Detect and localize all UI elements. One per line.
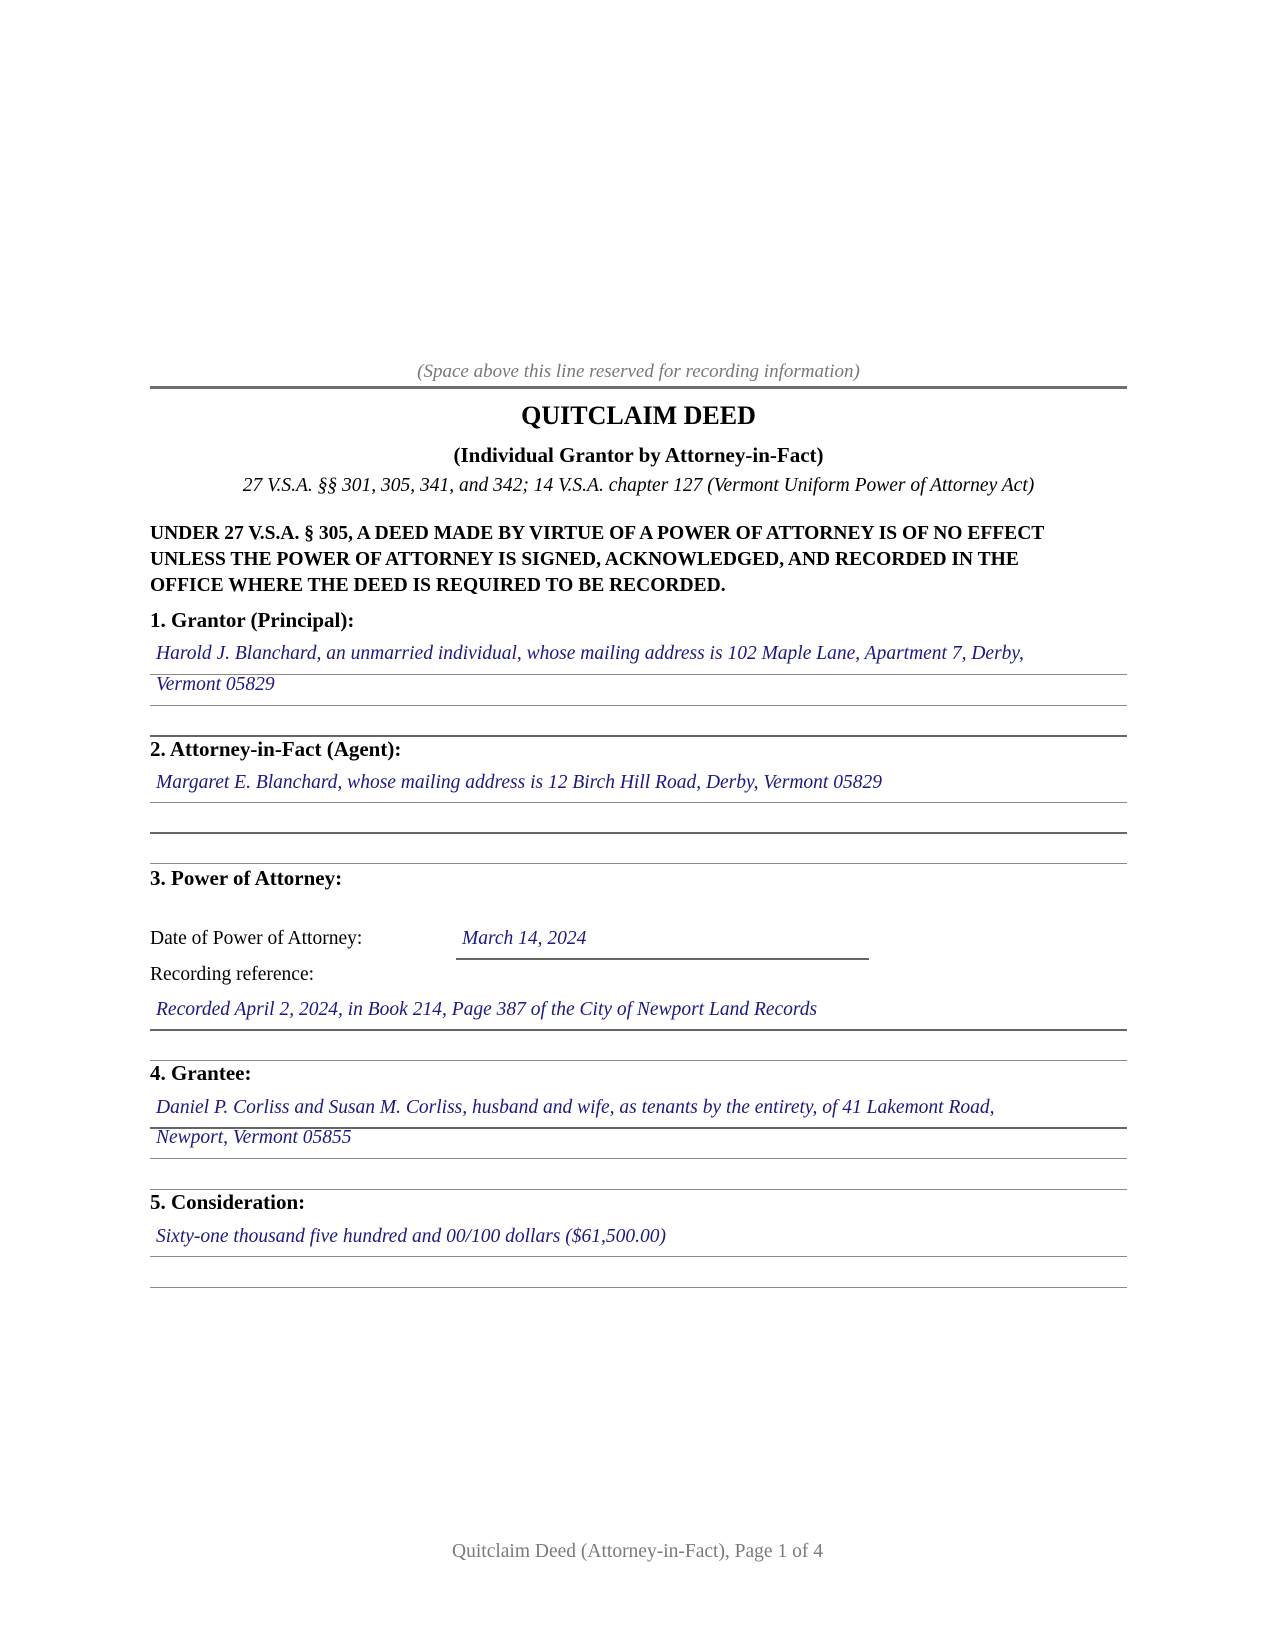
- grantor-field-line-1[interactable]: Harold J. Blanchard, an unmarried individual, whose mailing address is 102 Maple Lane, Apartment 7, Derby,: [156, 643, 1024, 664]
- grantee-field-line-2[interactable]: Newport, Vermont 05855: [156, 1127, 352, 1148]
- agent-field-rule: [150, 863, 1127, 864]
- statute-citation: 27 V.S.A. §§ 301, 305, 341, and 342; 14 V.S.A. chapter 127 (Vermont Uniform Power of Attorney Act): [242, 475, 1035, 496]
- grantee-field-line-1[interactable]: Daniel P. Corliss and Susan M. Corliss, husband and wife, as tenants by the entirety, of 41 Lakemont Road,: [156, 1097, 995, 1118]
- consideration-field-rule: [150, 1256, 1127, 1257]
- agent-field-rule: [150, 802, 1127, 803]
- agent-field-line-1[interactable]: Margaret E. Blanchard, whose mailing address is 12 Birch Hill Road, Derby, Vermont 05829: [156, 772, 882, 793]
- recording-reference-label: Recording reference:: [150, 964, 315, 985]
- legal-warning-line: OFFICE WHERE THE DEED IS REQUIRED TO BE RECORDED.: [150, 575, 726, 596]
- grantee-field-rule: [150, 1158, 1127, 1159]
- consideration-field-line-1[interactable]: Sixty-one thousand five hundred and 00/100 dollars ($61,500.00): [156, 1226, 667, 1247]
- page-footer: Quitclaim Deed (Attorney-in-Fact), Page 1 of 4: [452, 1541, 823, 1562]
- grantee-heading: 4. Grantee:: [150, 1061, 252, 1085]
- legal-warning: [150, 521, 1127, 599]
- recording-space-divider: [150, 386, 1127, 389]
- document-subtitle: (Individual Grantor by Attorney-in-Fact): [453, 443, 824, 467]
- consideration-field-rule: [150, 1287, 1127, 1288]
- agent-field-rule: [150, 832, 1127, 834]
- document-title: QUITCLAIM DEED: [521, 401, 756, 430]
- grantor-field-rule: [150, 674, 1127, 675]
- grantor-heading: 1. Grantor (Principal):: [150, 608, 355, 632]
- poa-date-field[interactable]: March 14, 2024: [462, 928, 587, 949]
- grantor-field-rule: [150, 705, 1127, 706]
- legal-warning-line: UNDER 27 V.S.A. § 305, A DEED MADE BY VIRTUE OF A POWER OF ATTORNEY IS OF NO EFFECT: [150, 523, 1045, 544]
- recording-reference-rule: [150, 1060, 1127, 1061]
- recording-reference-field[interactable]: Recorded April 2, 2024, in Book 214, Page 387 of the City of Newport Land Records: [156, 999, 818, 1020]
- recording-space-note: (Space above this line reserved for recording information): [417, 361, 860, 382]
- consideration-heading: 5. Consideration:: [150, 1190, 306, 1214]
- power-heading: 3. Power of Attorney:: [150, 866, 343, 890]
- legal-warning-line: UNLESS THE POWER OF ATTORNEY IS SIGNED, ACKNOWLEDGED, AND RECORDED IN THE: [150, 549, 1019, 570]
- poa-date-label: Date of Power of Attorney:: [150, 928, 363, 949]
- poa-date-rule: [456, 958, 869, 960]
- grantor-field-line-2[interactable]: Vermont 05829: [156, 674, 275, 695]
- agent-heading: 2. Attorney-in-Fact (Agent):: [150, 737, 402, 761]
- recording-reference-rule: [150, 1029, 1127, 1031]
